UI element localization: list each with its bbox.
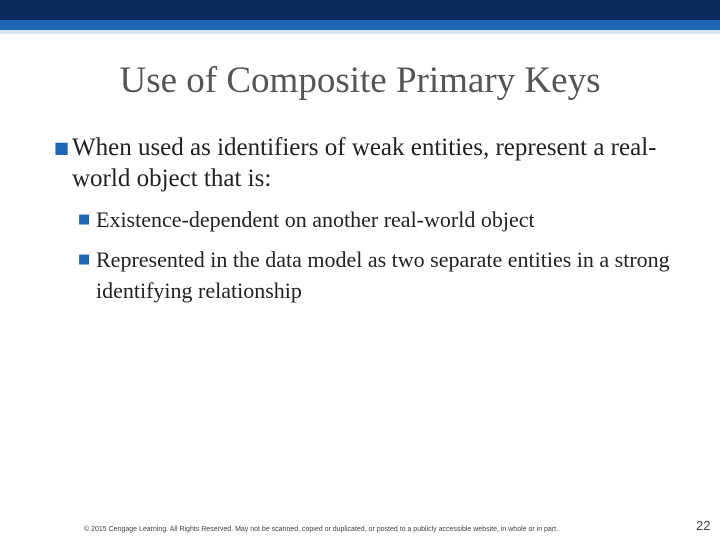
copyright-footer: © 2015 Cengage Learning. All Rights Reserved. May not be scanned, copied or duplicated, or posted to a publicly accessible website, in whole or in part.: [84, 526, 559, 533]
header-band-dark: [0, 0, 720, 20]
sub-bullet-list: [78, 204, 694, 306]
sub-bullet-text: Represented in the data model as two separate entities in a strong identifying relationship: [96, 247, 670, 303]
square-bullet-icon: ■: [78, 252, 91, 267]
sub-bullet-text: Existence-dependent on another real-world object: [96, 207, 535, 232]
square-bullet-icon: ■: [54, 138, 70, 157]
header-band-blue: [0, 20, 720, 30]
header-band-light: [0, 30, 720, 34]
sub-bullet-item: [78, 244, 694, 306]
bullet-item: [54, 132, 694, 194]
bullet-text: When used as identifiers of weak entities, represent a real-world object that is:: [72, 134, 657, 192]
page-number: 22: [696, 518, 711, 533]
square-bullet-icon: ■: [78, 212, 91, 227]
bullet-list: [54, 132, 694, 315]
sub-bullet-item: [78, 204, 694, 235]
slide-title: Use of Composite Primary Keys: [119, 60, 601, 101]
